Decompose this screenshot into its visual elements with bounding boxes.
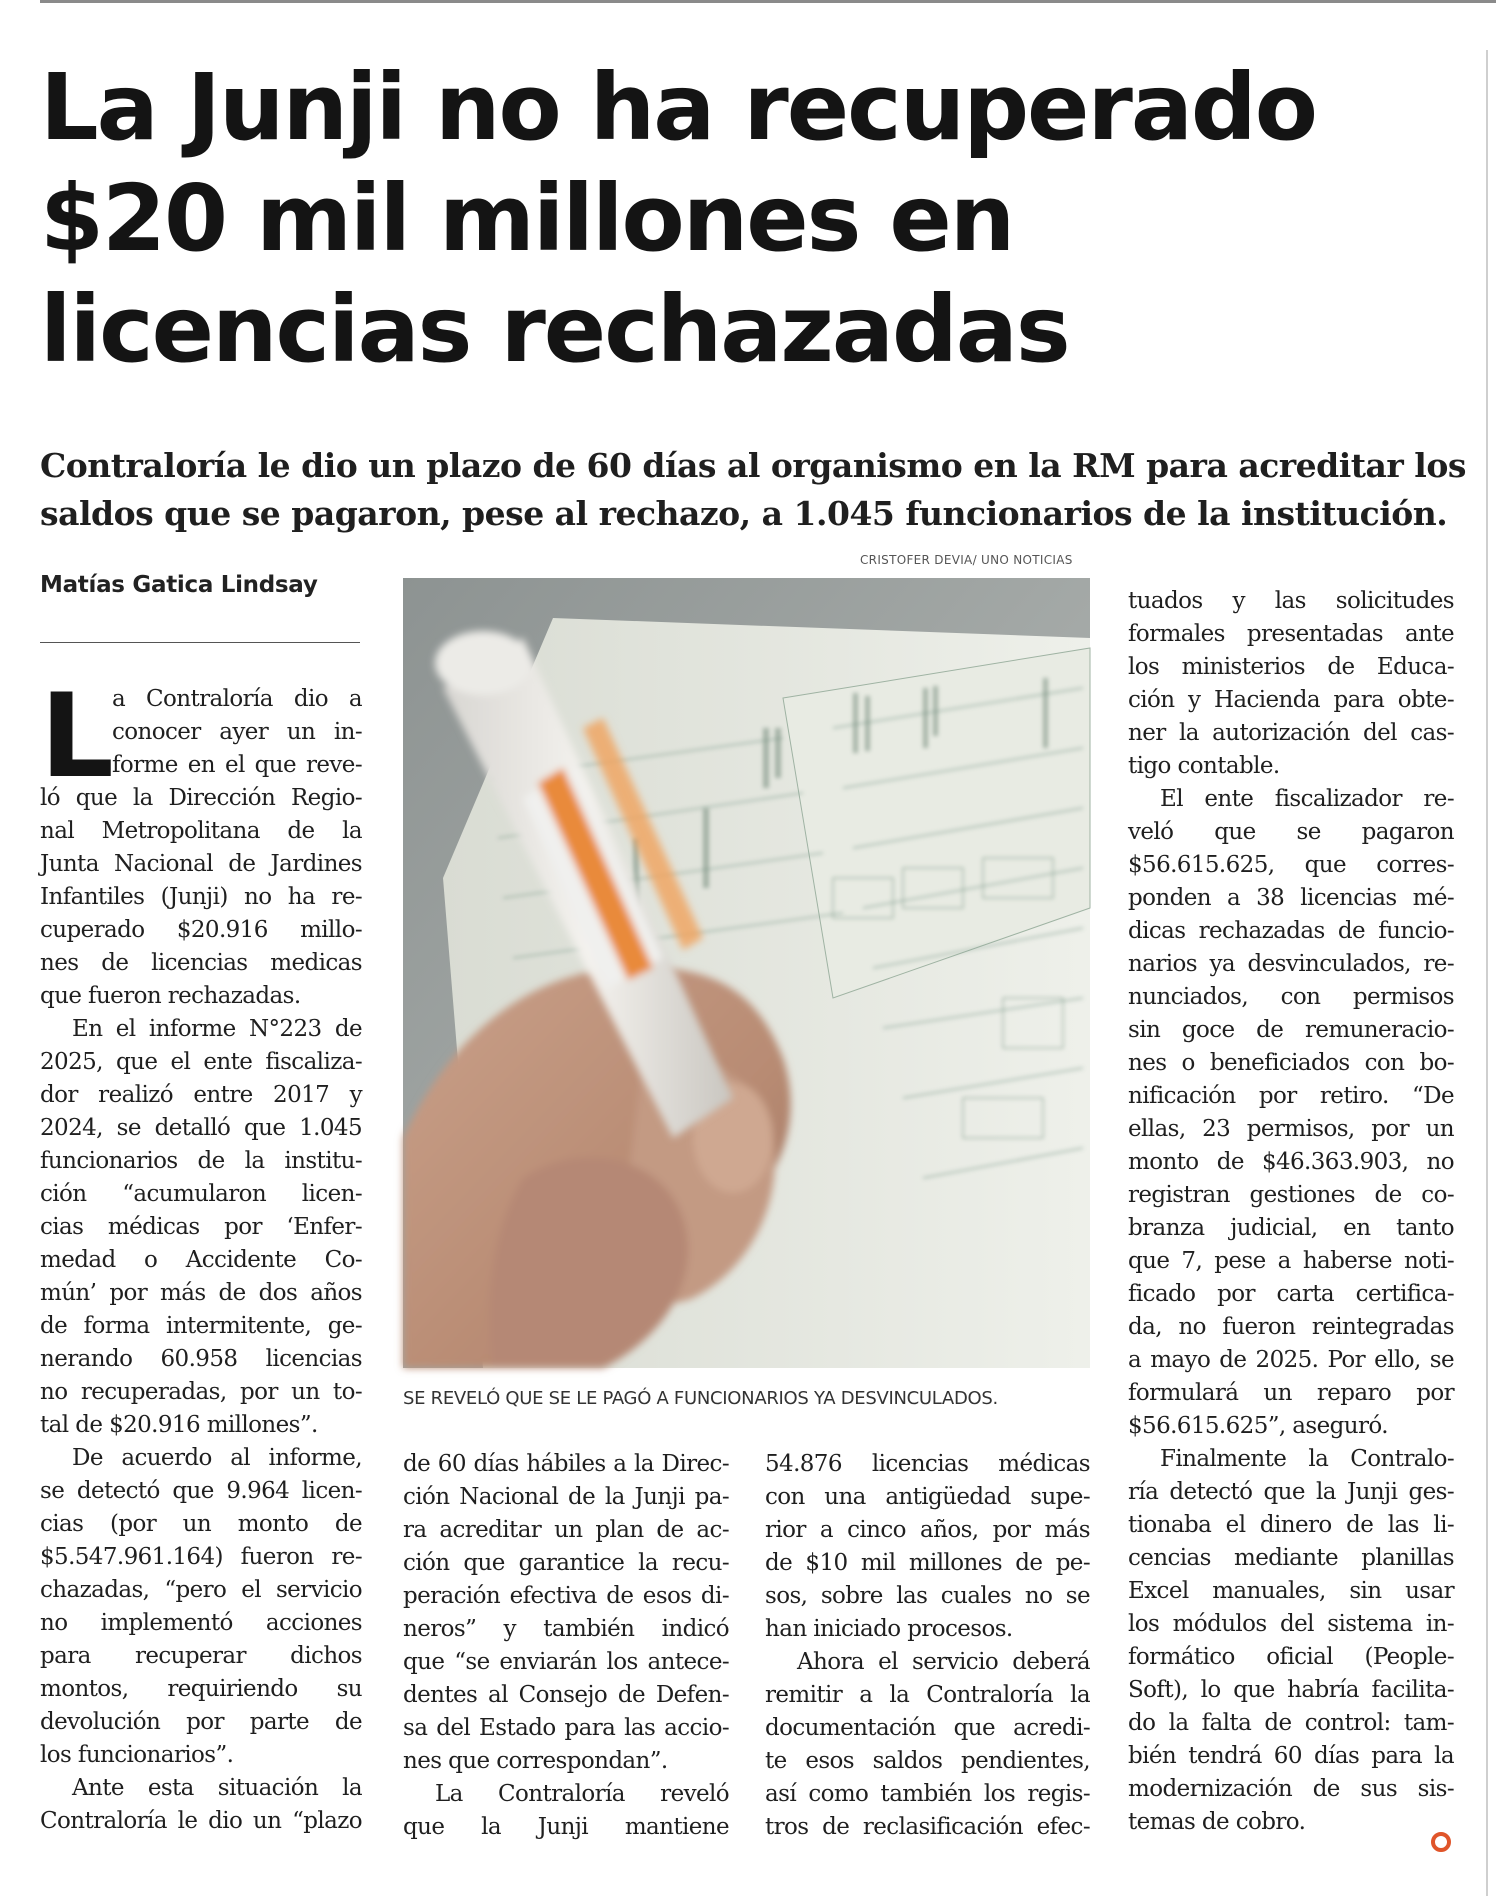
article-line: ra acreditar un plan de ac- xyxy=(403,1517,729,1543)
article-line: Excel manuales, sin usar xyxy=(1128,1578,1454,1604)
top-rule xyxy=(40,0,1496,3)
article-line: los ministerios de Educa- xyxy=(1128,654,1454,680)
article-line: ción “acumularon licen- xyxy=(40,1181,362,1207)
article-line: han iniciado procesos. xyxy=(765,1616,1013,1642)
article-line: así como también los regis- xyxy=(765,1781,1090,1807)
article-line: de forma intermitente, ge- xyxy=(40,1313,362,1339)
article-line: dicas rechazadas de funcio- xyxy=(1128,918,1454,944)
article-line: rior a cinco años, por más xyxy=(765,1517,1090,1543)
article-line: medad o Accidente Co- xyxy=(40,1247,362,1273)
article-line: ló que la Dirección Regio- xyxy=(40,785,362,811)
article-column-3 xyxy=(765,1448,1090,1844)
article-line: veló que se pagaron xyxy=(1128,819,1454,845)
article-line: Ahora el servicio deberá xyxy=(797,1649,1090,1675)
article-line: Contraloría le dio un “plazo xyxy=(40,1808,362,1834)
article-line: ría detectó que la Junji ges- xyxy=(1128,1479,1454,1505)
article-line: branza judicial, en tanto xyxy=(1128,1215,1454,1241)
article-line: De acuerdo al informe, xyxy=(72,1445,362,1471)
article-line: Finalmente la Contralo- xyxy=(1160,1446,1454,1472)
article-line: 2025, que el ente fiscaliza- xyxy=(40,1049,362,1075)
article-line: monto de $46.363.903, no xyxy=(1128,1149,1454,1175)
byline: Matías Gatica Lindsay xyxy=(40,572,318,598)
article-line: do la falta de control: tam- xyxy=(1128,1710,1454,1736)
article-line: ción que garantice la recu- xyxy=(403,1550,729,1576)
subheadline xyxy=(40,442,1466,538)
article-line: ción y Hacienda para obte- xyxy=(1128,687,1454,713)
article-line: dor realizó entre 2017 y xyxy=(40,1082,362,1108)
article-line: sos, sobre las cuales no se xyxy=(765,1583,1090,1609)
article-column-2 xyxy=(403,1448,729,1844)
article-line: devolución por parte de xyxy=(40,1709,362,1735)
article-line: modernización de sus sis- xyxy=(1128,1776,1454,1802)
article-line: que “se enviarán los antece- xyxy=(403,1649,729,1675)
article-line: Soft), lo que habría facilita- xyxy=(1128,1677,1454,1703)
article-line: de $10 mil millones de pe- xyxy=(765,1550,1090,1576)
headline-line: licencias rechazadas xyxy=(40,276,1069,383)
article-line: cias (por un monto de xyxy=(40,1511,362,1537)
subheadline-line: Contraloría le dio un plazo de 60 días al organismo en la RM para acreditar los xyxy=(40,446,1466,485)
article-photo xyxy=(403,578,1090,1368)
article-line: con una antigüedad supe- xyxy=(765,1484,1090,1510)
article-line: que la Junji mantiene xyxy=(403,1814,729,1840)
article-line: registran gestiones de co- xyxy=(1128,1182,1454,1208)
article-line: peración efectiva de esos di- xyxy=(403,1583,729,1609)
article-column-4 xyxy=(1128,585,1454,1839)
article-line: ción Nacional de la Junji pa- xyxy=(403,1484,729,1510)
end-of-article-icon xyxy=(1431,1832,1451,1852)
article-line: nerando 60.958 licencias xyxy=(40,1346,362,1372)
article-line: El ente fiscalizador re- xyxy=(1160,786,1454,812)
article-line: da, no fueron reintegradas xyxy=(1128,1314,1454,1340)
article-line: nificación por retiro. “De xyxy=(1128,1083,1454,1109)
article-line: a Contraloría dio a xyxy=(112,686,362,712)
headline-line: La Junji no ha recuperado xyxy=(40,54,1316,161)
article-line: 54.876 licencias médicas xyxy=(765,1451,1090,1477)
article-line: los módulos del sistema in- xyxy=(1128,1611,1454,1637)
article-line: nes o beneficiados con bo- xyxy=(1128,1050,1454,1076)
headline-line: $20 mil millones en xyxy=(40,165,1014,272)
article-line: $56.615.625”, aseguró. xyxy=(1128,1413,1388,1439)
article-line: sa del Estado para las accio- xyxy=(403,1715,729,1741)
article-line: que fueron rechazadas. xyxy=(40,983,301,1009)
article-line: En el informe N°223 de xyxy=(72,1016,362,1042)
article-line: dentes al Consejo de Defen- xyxy=(403,1682,729,1708)
article-line: Infantiles (Junji) no ha re- xyxy=(40,884,362,910)
photo-credit: CRISTOFER DEVIA/ UNO NOTICIAS xyxy=(860,553,1073,567)
subheadline-line: saldos que se pagaron, pese al rechazo, a 1.045 funcionarios de la institución. xyxy=(40,494,1448,533)
article-line: tigo contable. xyxy=(1128,753,1280,779)
article-line: formático oficial (People- xyxy=(1128,1644,1454,1670)
article-line: cias médicas por ‘Enfer- xyxy=(40,1214,362,1240)
article-line: conocer ayer un in- xyxy=(112,719,362,745)
right-margin-rule xyxy=(1486,50,1488,1896)
article-line: tuados y las solicitudes xyxy=(1128,588,1454,614)
article-line: $5.547.961.164) fueron re- xyxy=(40,1544,362,1570)
article-line: para recuperar dichos xyxy=(40,1643,362,1669)
article-line: cencias mediante planillas xyxy=(1128,1545,1454,1571)
article-line: ponden a 38 licencias mé- xyxy=(1128,885,1454,911)
article-line: no recuperadas, por un to- xyxy=(40,1379,362,1405)
article-line: bién tendrá 60 días para la xyxy=(1128,1743,1454,1769)
article-line: chazadas, “pero el servicio xyxy=(40,1577,362,1603)
article-line: Ante esta situación la xyxy=(72,1775,362,1801)
article-line: narios ya desvinculados, re- xyxy=(1128,951,1454,977)
article-line: mún’ por más de dos años xyxy=(40,1280,362,1306)
byline-divider xyxy=(40,642,360,643)
article-line: nes de licencias medicas xyxy=(40,950,362,976)
article-line: sin goce de remuneracio- xyxy=(1128,1017,1454,1043)
article-line: La Contraloría reveló xyxy=(435,1781,729,1807)
photo-hand-with-pen xyxy=(403,578,1090,1368)
article-line: ellas, 23 permisos, por un xyxy=(1128,1116,1454,1142)
article-line: $56.615.625, que corres- xyxy=(1128,852,1454,878)
article-line: cuperado $20.916 millo- xyxy=(40,917,362,943)
article-line: tal de $20.916 millones”. xyxy=(40,1412,318,1438)
article-line: de 60 días hábiles a la Direc- xyxy=(403,1451,729,1477)
article-column-1 xyxy=(40,669,362,1838)
article-line: 2024, se detalló que 1.045 xyxy=(40,1115,362,1141)
article-line: remitir a la Contraloría la xyxy=(765,1682,1090,1708)
article-line: nes que correspondan”. xyxy=(403,1748,668,1774)
photo-caption: SE REVELÓ QUE SE LE PAGÓ A FUNCIONARIOS YA DESVINCULADOS. xyxy=(403,1388,998,1409)
drop-cap: L xyxy=(40,669,114,804)
article-line: montos, requiriendo su xyxy=(40,1676,362,1702)
article-line: nunciados, con permisos xyxy=(1128,984,1454,1010)
headline xyxy=(40,52,1440,385)
article-line: se detectó que 9.964 licen- xyxy=(40,1478,362,1504)
article-line: documentación que acredi- xyxy=(765,1715,1090,1741)
article-line: ficado por carta certifica- xyxy=(1128,1281,1454,1307)
article-line: funcionarios de la institu- xyxy=(40,1148,362,1174)
article-line: Junta Nacional de Jardines xyxy=(40,851,362,877)
article-line: que 7, pese a haberse noti- xyxy=(1128,1248,1454,1274)
article-line: tros de reclasificación efec- xyxy=(765,1814,1090,1840)
article-line: temas de cobro. xyxy=(1128,1809,1306,1835)
article-line: te esos saldos pendientes, xyxy=(765,1748,1090,1774)
article-line: a mayo de 2025. Por ello, se xyxy=(1128,1347,1454,1373)
article-line: forme en el que reve- xyxy=(112,752,362,778)
article-line: formulará un reparo por xyxy=(1128,1380,1454,1406)
article-line: los funcionarios”. xyxy=(40,1742,234,1768)
article-line: formales presentadas ante xyxy=(1128,621,1454,647)
article-line: neros” y también indicó xyxy=(403,1616,729,1642)
article-line: no implementó acciones xyxy=(40,1610,362,1636)
article-line: tionaba el dinero de las li- xyxy=(1128,1512,1454,1538)
article-line: nal Metropolitana de la xyxy=(40,818,362,844)
article-line: ner la autorización del cas- xyxy=(1128,720,1454,746)
